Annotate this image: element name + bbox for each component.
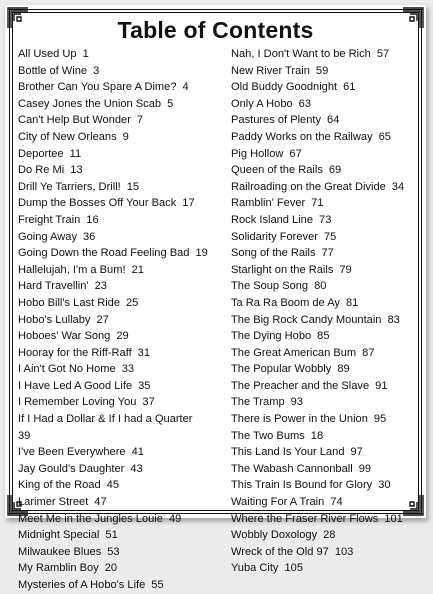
toc-song-title: The Great American Bum bbox=[231, 346, 357, 359]
toc-song-title: The Preacher and the Slave bbox=[231, 379, 370, 392]
toc-page-number: 31 bbox=[137, 346, 151, 359]
toc-song-title: Casey Jones the Union Scab bbox=[18, 97, 162, 110]
toc-entry bbox=[18, 378, 218, 395]
toc-page-number: 9 bbox=[122, 130, 129, 143]
toc-page-number: 7 bbox=[136, 114, 144, 127]
toc-song-title: Meet Me in the Jungles Louie bbox=[18, 512, 163, 525]
toc-entry bbox=[18, 527, 218, 544]
toc-page-number: 11 bbox=[69, 147, 82, 160]
toc-entry bbox=[231, 527, 421, 544]
toc-page-number: 77 bbox=[321, 247, 334, 260]
toc-song-title: The Tramp bbox=[231, 396, 285, 409]
toc-page-number: 4 bbox=[182, 81, 189, 94]
toc-entry bbox=[231, 63, 421, 80]
toc-entry bbox=[231, 295, 421, 312]
toc-song-title: Mysteries of A Hobo's Life bbox=[18, 579, 146, 591]
toc-song-title: Only A Hobo bbox=[231, 97, 293, 110]
toc-song-title: I Remember Loving You bbox=[18, 396, 137, 409]
toc-song-title: Milwaukee Blues bbox=[18, 545, 102, 558]
toc-entry bbox=[18, 394, 218, 411]
toc-entry bbox=[231, 212, 421, 229]
toc-song-title: Railroading on the Great Divide bbox=[231, 180, 386, 193]
toc-page-number: 15 bbox=[126, 180, 140, 193]
toc-page-number: 74 bbox=[330, 496, 343, 509]
toc-page-number: 37 bbox=[142, 396, 155, 409]
toc-entry bbox=[231, 229, 421, 246]
toc-song-title: The Big Rock Candy Mountain bbox=[231, 313, 382, 326]
toc-entry bbox=[231, 444, 421, 461]
toc-entry bbox=[18, 245, 218, 262]
toc-song-title: Old Buddy Goodnight bbox=[231, 81, 338, 94]
toc-entry bbox=[18, 411, 218, 428]
toc-page-number: 43 bbox=[130, 462, 143, 475]
toc-song-title: Larimer Street bbox=[18, 496, 89, 509]
toc-page-number: 85 bbox=[317, 330, 330, 343]
toc-song-title: New River Train bbox=[231, 64, 310, 77]
toc-page-number: 5 bbox=[167, 97, 174, 110]
toc-song-title: Solidarity Forever bbox=[231, 230, 318, 243]
toc-entry bbox=[18, 229, 218, 246]
toc-page-number: 23 bbox=[94, 280, 107, 293]
toc-page-number: 79 bbox=[339, 263, 352, 276]
toc-page-number: 41 bbox=[131, 446, 144, 459]
toc-page-number: 75 bbox=[323, 230, 337, 243]
toc-page-number: 91 bbox=[375, 379, 388, 392]
toc-entry bbox=[231, 162, 421, 179]
toc-column-right bbox=[231, 46, 421, 577]
toc-entry bbox=[231, 312, 421, 329]
toc-song-title: Deportee bbox=[18, 147, 64, 160]
toc-entry bbox=[231, 328, 421, 345]
toc-entry bbox=[18, 179, 218, 196]
toc-page-number: 64 bbox=[327, 114, 340, 127]
toc-song-title: Nah, I Don't Want to be Rich bbox=[231, 48, 371, 60]
toc-song-title: Paddy Works on the Railway bbox=[231, 130, 373, 143]
toc-entry bbox=[18, 63, 218, 80]
toc-entry bbox=[18, 212, 218, 229]
toc-song-title: Hoboes' War Song bbox=[18, 330, 111, 343]
toc-song-title: Where the Fraser River Flows bbox=[231, 512, 379, 525]
toc-entry bbox=[18, 577, 218, 594]
toc-page-number: 83 bbox=[387, 313, 400, 326]
toc-page-number: 63 bbox=[298, 97, 312, 110]
toc-song-title: Hallelujah, I'm a Bum! bbox=[18, 263, 126, 276]
toc-song-title: Song of the Rails bbox=[231, 247, 316, 260]
toc-song-title: Going Away bbox=[18, 230, 78, 243]
toc-song-title: Pastures of Plenty bbox=[231, 114, 322, 127]
toc-page-number: 33 bbox=[121, 363, 135, 376]
toc-entry bbox=[231, 179, 421, 196]
toc-entry bbox=[18, 477, 218, 494]
toc-song-title: Yuba City bbox=[231, 562, 279, 575]
toc-song-title: The Two Bums bbox=[231, 429, 305, 442]
toc-page-number: 47 bbox=[94, 496, 107, 509]
toc-entry bbox=[18, 544, 218, 561]
toc-entry bbox=[231, 195, 421, 212]
toc-song-title: Hard Travellin' bbox=[18, 280, 89, 293]
toc-entry bbox=[231, 46, 421, 63]
toc-entry bbox=[18, 494, 218, 511]
toc-entry bbox=[231, 146, 421, 163]
toc-page-number: 105 bbox=[284, 562, 303, 575]
toc-entry bbox=[231, 560, 421, 577]
toc-entry bbox=[18, 511, 218, 528]
toc-song-title: This Land Is Your Land bbox=[231, 446, 345, 459]
toc-page-number: 28 bbox=[323, 529, 336, 542]
toc-entry bbox=[18, 129, 218, 146]
toc-song-title: Going Down the Road Feeling Bad bbox=[18, 247, 190, 260]
toc-page-number: 16 bbox=[86, 213, 99, 226]
toc-song-title: Wobbly Doxology bbox=[231, 529, 318, 542]
toc-page-number: 27 bbox=[96, 313, 109, 326]
toc-song-title: Queen of the Rails bbox=[231, 164, 323, 177]
toc-entry bbox=[18, 461, 218, 478]
toc-song-title: City of New Orleans bbox=[18, 130, 117, 143]
toc-entry bbox=[18, 560, 218, 577]
toc-page-number: 1 bbox=[82, 48, 89, 60]
toc-page-number: 29 bbox=[116, 330, 129, 343]
toc-page-number: 80 bbox=[314, 280, 327, 293]
toc-song-title: Brother Can You Spare A Dime? bbox=[18, 81, 177, 94]
toc-page-number: 17 bbox=[182, 197, 195, 210]
toc-entry bbox=[18, 112, 218, 129]
toc-song-title: The Dying Hobo bbox=[231, 330, 312, 343]
toc-entry bbox=[231, 477, 421, 494]
toc-song-title: Ta Ra Ra Boom de Ay bbox=[231, 296, 340, 309]
toc-page-number: 53 bbox=[107, 545, 120, 558]
toc-entry bbox=[18, 96, 218, 113]
toc-song-title: Can't Help But Wonder bbox=[18, 114, 131, 127]
toc-entry bbox=[18, 195, 218, 212]
toc-entry bbox=[231, 511, 421, 528]
toc-entry bbox=[231, 96, 421, 113]
toc-song-title: Bottle of Wine bbox=[18, 64, 88, 77]
toc-song-title: Drill Ye Tarriers, Drill! bbox=[18, 180, 121, 193]
toc-page-number: 59 bbox=[315, 64, 329, 77]
toc-entry bbox=[231, 461, 421, 478]
toc-page-number: 69 bbox=[328, 164, 342, 177]
toc-entry bbox=[231, 494, 421, 511]
toc-song-title: Pig Hollow bbox=[231, 147, 284, 160]
toc-song-title: I Have Led A Good Life bbox=[18, 379, 133, 392]
toc-column-left bbox=[18, 46, 218, 594]
toc-song-title: Waiting For A Train bbox=[231, 496, 325, 509]
toc-entry bbox=[18, 361, 218, 378]
toc-page-number: 89 bbox=[337, 363, 350, 376]
toc-song-title: If I Had a Dollar & If I had a Quarter bbox=[18, 413, 193, 426]
toc-entry bbox=[18, 428, 218, 445]
toc-page-number: 20 bbox=[104, 562, 118, 575]
toc-entry bbox=[231, 544, 421, 561]
page-title: Table of Contents bbox=[117, 17, 314, 43]
toc-page-number: 35 bbox=[138, 379, 151, 392]
toc-page-number: 93 bbox=[290, 396, 303, 409]
toc-entry bbox=[231, 394, 421, 411]
toc-entry bbox=[231, 79, 421, 96]
toc-entry bbox=[18, 262, 218, 279]
toc-page-number: 18 bbox=[310, 429, 324, 442]
toc-song-title: All Used Up bbox=[18, 48, 77, 60]
toc-page-number: 45 bbox=[106, 479, 119, 492]
toc-page-number: 99 bbox=[358, 462, 372, 475]
toc-page-number: 61 bbox=[343, 81, 356, 94]
toc-song-title: The Wabash Cannonball bbox=[231, 462, 353, 475]
toc-song-title: King of the Road bbox=[18, 479, 101, 492]
toc-entry bbox=[18, 146, 218, 163]
toc-page-number: 34 bbox=[391, 180, 405, 193]
toc-entry bbox=[231, 361, 421, 378]
toc-page-number: 55 bbox=[151, 579, 164, 591]
toc-song-title: Jay Gould's Daughter bbox=[18, 462, 125, 475]
toc-page-number: 71 bbox=[311, 197, 324, 210]
toc-song-title: 39 bbox=[18, 429, 31, 442]
toc-song-title: Wreck of the Old 97 bbox=[231, 545, 329, 558]
toc-song-title: Dump the Bosses Off Your Back bbox=[18, 197, 177, 210]
toc-entry bbox=[231, 129, 421, 146]
toc-song-title: Rock Island Line bbox=[231, 213, 314, 226]
toc-page-number: 57 bbox=[376, 48, 390, 60]
toc-page-number: 101 bbox=[384, 512, 403, 525]
toc-entry bbox=[18, 46, 218, 63]
toc-page-number: 95 bbox=[373, 413, 387, 426]
document-page bbox=[5, 5, 426, 591]
toc-entry bbox=[18, 444, 218, 461]
toc-song-title: Hobo's Lullaby bbox=[18, 313, 91, 326]
toc-page-number: 81 bbox=[345, 296, 359, 309]
toc-page-number: 13 bbox=[70, 164, 83, 177]
toc-song-title: Starlight on the Rails bbox=[231, 263, 334, 276]
toc-entry bbox=[231, 345, 421, 362]
toc-entry bbox=[231, 378, 421, 395]
toc-page-number: 73 bbox=[319, 213, 332, 226]
toc-entry bbox=[18, 162, 218, 179]
toc-page-number: 36 bbox=[83, 230, 96, 243]
toc-song-title: Hooray for the Riff-Raff bbox=[18, 346, 132, 359]
toc-entry bbox=[18, 79, 218, 96]
toc-page-number: 21 bbox=[131, 263, 144, 276]
toc-entry bbox=[231, 245, 421, 262]
toc-song-title: Midnight Special bbox=[18, 529, 100, 542]
toc-song-title: I Ain't Got No Home bbox=[18, 363, 116, 376]
toc-page-number: 19 bbox=[195, 247, 208, 260]
toc-page-number: 67 bbox=[289, 147, 302, 160]
toc-entry bbox=[18, 345, 218, 362]
toc-entry bbox=[18, 278, 218, 295]
toc-page-number: 103 bbox=[334, 545, 354, 558]
toc-page-number: 97 bbox=[350, 446, 363, 459]
toc-song-title: This Train Is Bound for Glory bbox=[231, 479, 373, 492]
toc-song-title: Ramblin' Fever bbox=[231, 197, 306, 210]
toc-page-number: 30 bbox=[378, 479, 391, 492]
toc-song-title: Hobo Bill's Last Ride bbox=[18, 296, 121, 309]
toc-entry bbox=[231, 428, 421, 445]
toc-song-title: The Soup Song bbox=[231, 280, 309, 293]
toc-entry bbox=[231, 278, 421, 295]
toc-page-number: 65 bbox=[378, 130, 391, 143]
toc-entry bbox=[231, 411, 421, 428]
toc-page-number: 25 bbox=[126, 296, 139, 309]
toc-entry bbox=[18, 295, 218, 312]
toc-song-title: I've Been Everywhere bbox=[18, 446, 126, 459]
toc-song-title: There is Power in the Union bbox=[231, 413, 368, 426]
toc-page-number: 3 bbox=[93, 64, 100, 77]
toc-entry bbox=[231, 262, 421, 279]
toc-song-title: My Ramblin Boy bbox=[18, 562, 99, 575]
toc-page-number: 51 bbox=[105, 529, 118, 542]
toc-entry bbox=[18, 328, 218, 345]
toc-page-number: 87 bbox=[362, 346, 375, 359]
toc-song-title: Freight Train bbox=[18, 213, 81, 226]
toc-page-number: 49 bbox=[168, 512, 182, 525]
toc-entry bbox=[231, 112, 421, 129]
toc-entry bbox=[18, 312, 218, 329]
toc-song-title: Do Re Mi bbox=[18, 164, 65, 177]
toc-song-title: The Popular Wobbly bbox=[231, 363, 332, 376]
